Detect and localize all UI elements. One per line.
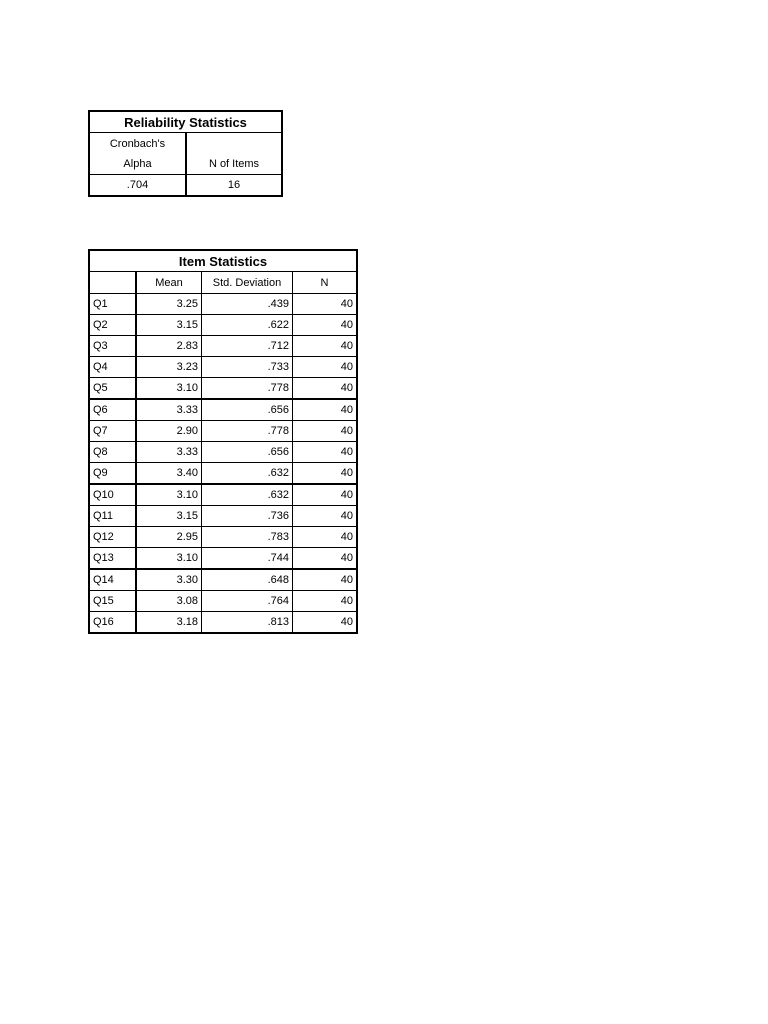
table-row	[89, 548, 357, 570]
table-row	[89, 612, 357, 634]
mean-value: 2.83	[136, 336, 202, 357]
n-value: 40	[293, 357, 358, 378]
mean-column-header: Mean	[136, 272, 202, 294]
n-value: 40	[293, 315, 358, 336]
item-label: Q8	[89, 442, 136, 463]
item-label: Q1	[89, 294, 136, 315]
mean-value: 2.95	[136, 527, 202, 548]
table-row	[89, 378, 357, 400]
n-of-items-header: N of Items	[186, 154, 282, 175]
table-row	[89, 506, 357, 527]
n-value: 40	[293, 591, 358, 612]
mean-value: 3.15	[136, 315, 202, 336]
std-deviation-value: .632	[202, 463, 293, 485]
item-label: Q10	[89, 484, 136, 506]
table-row	[89, 357, 357, 378]
n-value: 40	[293, 421, 358, 442]
std-deviation-value: .656	[202, 442, 293, 463]
mean-value: 3.10	[136, 378, 202, 400]
n-value: 40	[293, 378, 358, 400]
mean-value: 3.40	[136, 463, 202, 485]
mean-value: 3.30	[136, 569, 202, 591]
cronbach-alpha-value: .704	[89, 175, 186, 197]
item-label: Q7	[89, 421, 136, 442]
cronbach-alpha-header-line1: Cronbach's	[89, 133, 186, 155]
std-deviation-value: .656	[202, 399, 293, 421]
item-label: Q3	[89, 336, 136, 357]
item-label: Q12	[89, 527, 136, 548]
n-value: 40	[293, 399, 358, 421]
std-deviation-value: .736	[202, 506, 293, 527]
item-label: Q11	[89, 506, 136, 527]
table-row	[89, 442, 357, 463]
n-value: 40	[293, 527, 358, 548]
mean-value: 3.18	[136, 612, 202, 634]
n-value: 40	[293, 506, 358, 527]
std-deviation-value: .813	[202, 612, 293, 634]
item-label: Q9	[89, 463, 136, 485]
mean-value: 3.33	[136, 442, 202, 463]
cronbach-alpha-header-line2: Alpha	[89, 154, 186, 175]
std-deviation-value: .778	[202, 421, 293, 442]
std-deviation-value: .778	[202, 378, 293, 400]
mean-value: 3.08	[136, 591, 202, 612]
std-deviation-value: .764	[202, 591, 293, 612]
table-row	[89, 463, 357, 485]
std-deviation-value: .622	[202, 315, 293, 336]
std-deviation-column-header: Std. Deviation	[202, 272, 293, 294]
mean-value: 3.15	[136, 506, 202, 527]
table-row	[89, 591, 357, 612]
n-value: 40	[293, 569, 358, 591]
n-value: 40	[293, 336, 358, 357]
reliability-statistics-table	[88, 110, 283, 197]
item-label: Q13	[89, 548, 136, 570]
n-value: 40	[293, 463, 358, 485]
n-value: 40	[293, 442, 358, 463]
table-row	[89, 527, 357, 548]
n-of-items-value: 16	[186, 175, 282, 197]
table-row	[89, 484, 357, 506]
item-column-header	[89, 272, 136, 294]
item-statistics-title: Item Statistics	[89, 250, 357, 272]
mean-value: 3.25	[136, 294, 202, 315]
item-label: Q5	[89, 378, 136, 400]
item-label: Q15	[89, 591, 136, 612]
table-row	[89, 336, 357, 357]
std-deviation-value: .783	[202, 527, 293, 548]
item-label: Q6	[89, 399, 136, 421]
table-row	[89, 421, 357, 442]
mean-value: 2.90	[136, 421, 202, 442]
item-statistics-table	[88, 249, 358, 634]
table-row	[89, 569, 357, 591]
n-value: 40	[293, 484, 358, 506]
std-deviation-value: .744	[202, 548, 293, 570]
reliability-title: Reliability Statistics	[89, 111, 282, 133]
mean-value: 3.23	[136, 357, 202, 378]
n-column-header: N	[293, 272, 358, 294]
mean-value: 3.10	[136, 484, 202, 506]
n-value: 40	[293, 294, 358, 315]
table-row	[89, 315, 357, 336]
table-row	[89, 399, 357, 421]
item-label: Q14	[89, 569, 136, 591]
n-value: 40	[293, 548, 358, 570]
table-row	[89, 294, 357, 315]
item-label: Q4	[89, 357, 136, 378]
n-value: 40	[293, 612, 358, 634]
std-deviation-value: .712	[202, 336, 293, 357]
item-label: Q2	[89, 315, 136, 336]
std-deviation-value: .632	[202, 484, 293, 506]
item-label: Q16	[89, 612, 136, 634]
std-deviation-value: .733	[202, 357, 293, 378]
std-deviation-value: .439	[202, 294, 293, 315]
std-deviation-value: .648	[202, 569, 293, 591]
mean-value: 3.33	[136, 399, 202, 421]
mean-value: 3.10	[136, 548, 202, 570]
n-of-items-header-top	[186, 133, 282, 155]
